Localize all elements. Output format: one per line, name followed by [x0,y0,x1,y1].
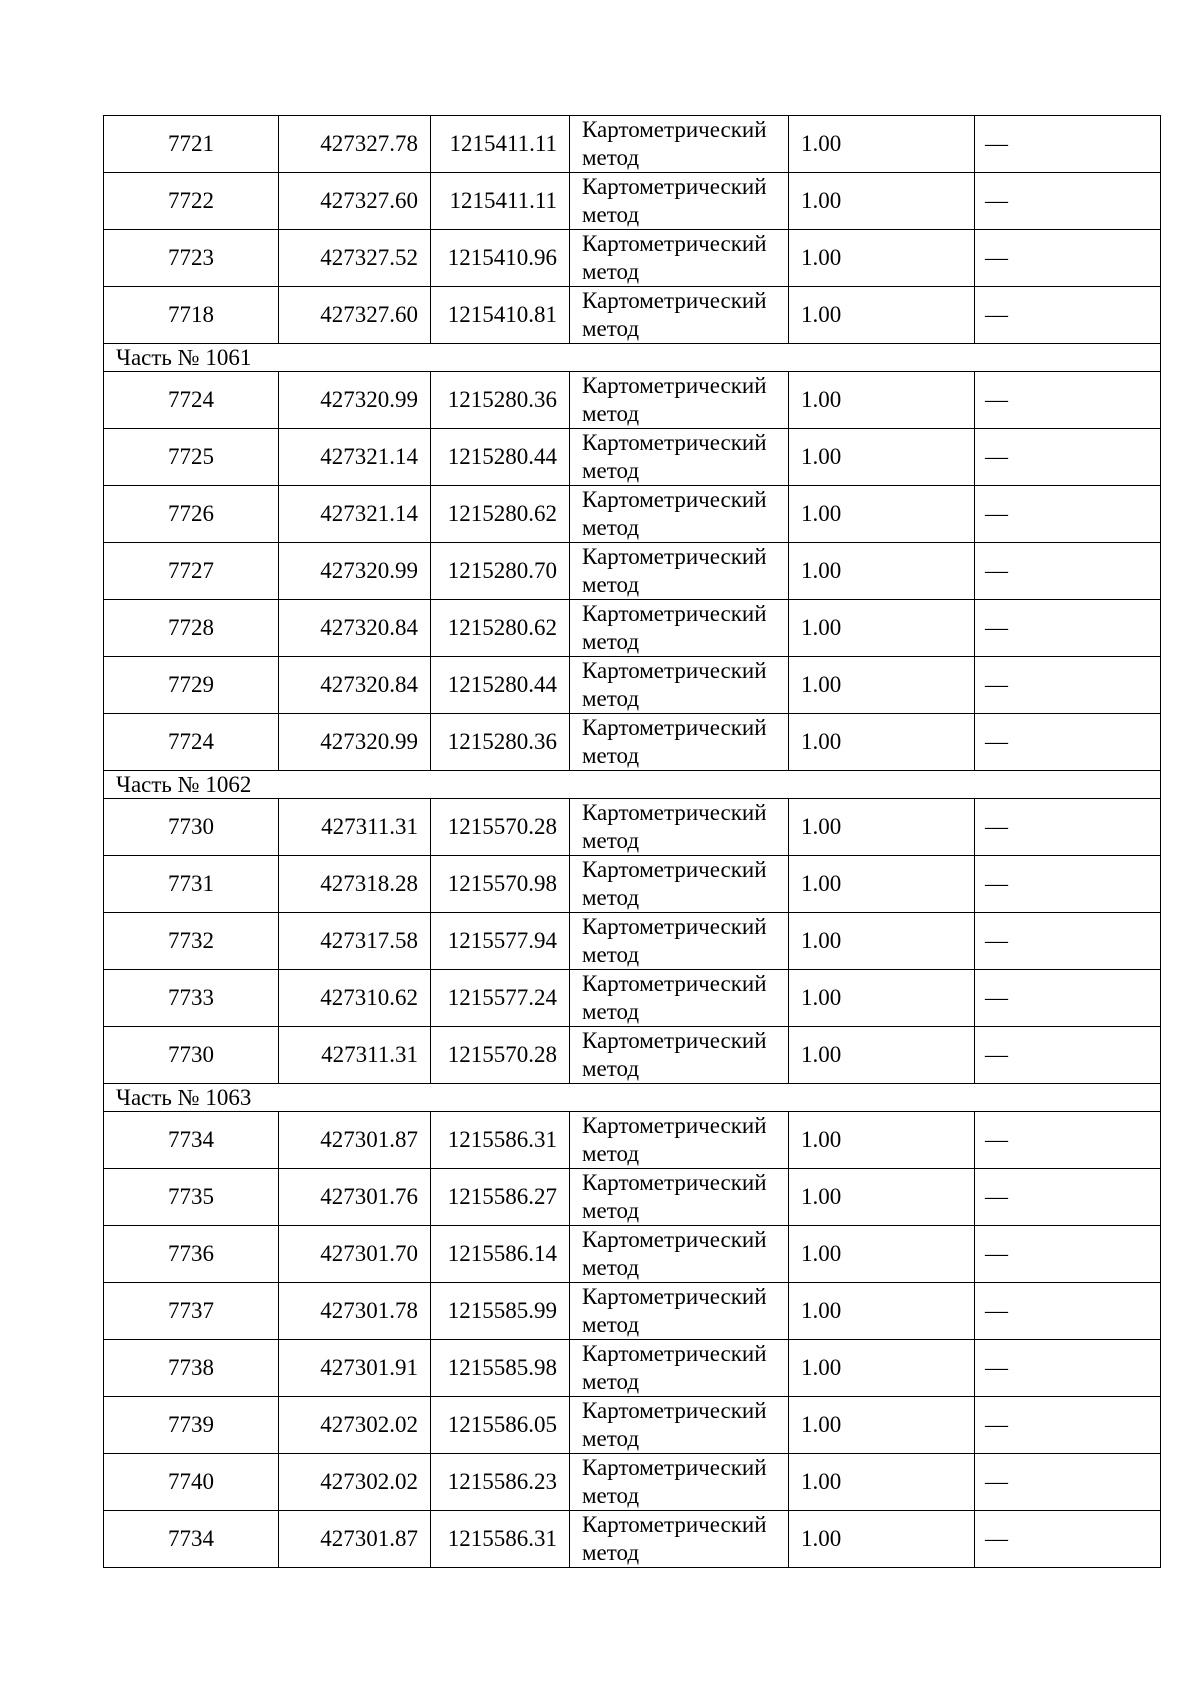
description-cell: — [975,230,1161,287]
point-number-cell: 7721 [104,116,279,173]
accuracy-cell: 1.00 [789,1027,975,1084]
point-number-cell: 7726 [104,486,279,543]
table-row [104,1169,1161,1226]
y-coordinate-cell: 1215586.05 [431,1397,570,1454]
description-cell: — [975,372,1161,429]
method-text-line: Картометрический [582,544,767,569]
part-header-row [104,1084,1161,1112]
method-text-line: Картометрический [582,1455,767,1480]
description-cell: — [975,1283,1161,1340]
table-row [104,1397,1161,1454]
description-cell: — [975,287,1161,344]
y-coordinate-cell: 1215585.98 [431,1340,570,1397]
table-row [104,1511,1161,1568]
x-coordinate-cell: 427321.14 [279,429,431,486]
description-cell: — [975,1027,1161,1084]
x-coordinate-cell: 427327.78 [279,116,431,173]
x-coordinate-cell: 427310.62 [279,970,431,1027]
y-coordinate-cell: 1215280.70 [431,543,570,600]
part-title: Часть № 1063 [104,1084,1161,1112]
x-coordinate-cell: 427317.58 [279,913,431,970]
point-number-cell: 7737 [104,1283,279,1340]
accuracy-cell: 1.00 [789,856,975,913]
accuracy-cell: 1.00 [789,486,975,543]
point-number-cell: 7723 [104,230,279,287]
accuracy-cell: 1.00 [789,714,975,771]
y-coordinate-cell: 1215410.96 [431,230,570,287]
method-text-line: Картометрический [582,1227,767,1252]
point-number-cell: 7722 [104,173,279,230]
y-coordinate-cell: 1215586.14 [431,1226,570,1283]
method-text-line: метод [582,515,640,540]
x-coordinate-cell: 427321.14 [279,486,431,543]
point-number-cell: 7736 [104,1226,279,1283]
method-text-line: Картометрический [582,1028,767,1053]
description-cell: — [975,1397,1161,1454]
method-cell [570,1112,789,1169]
y-coordinate-cell: 1215280.62 [431,600,570,657]
method-cell [570,856,789,913]
description-cell: — [975,116,1161,173]
part-header-row [104,771,1161,799]
method-text-line: Картометрический [582,800,767,825]
point-number-cell: 7734 [104,1112,279,1169]
y-coordinate-cell: 1215577.94 [431,913,570,970]
x-coordinate-cell: 427327.60 [279,173,431,230]
method-cell [570,1027,789,1084]
method-text-line: метод [582,1198,640,1223]
x-coordinate-cell: 427320.99 [279,543,431,600]
description-cell: — [975,1169,1161,1226]
table-row [104,913,1161,970]
y-coordinate-cell: 1215280.62 [431,486,570,543]
point-number-cell: 7730 [104,799,279,856]
method-cell [570,230,789,287]
method-text-line: Картометрический [582,658,767,683]
point-number-cell: 7725 [104,429,279,486]
method-cell [570,1454,789,1511]
description-cell: — [975,600,1161,657]
method-cell [570,1283,789,1340]
point-number-cell: 7735 [104,1169,279,1226]
point-number-cell: 7727 [104,543,279,600]
table-row [104,1340,1161,1397]
table-body [104,116,1161,1568]
method-cell [570,657,789,714]
point-number-cell: 7729 [104,657,279,714]
y-coordinate-cell: 1215411.11 [431,173,570,230]
table-row [104,856,1161,913]
description-cell: — [975,970,1161,1027]
point-number-cell: 7732 [104,913,279,970]
method-cell [570,429,789,486]
method-text-line: Картометрический [582,288,767,313]
x-coordinate-cell: 427318.28 [279,856,431,913]
y-coordinate-cell: 1215570.28 [431,799,570,856]
x-coordinate-cell: 427301.91 [279,1340,431,1397]
method-cell [570,486,789,543]
table-row [104,116,1161,173]
point-number-cell: 7733 [104,970,279,1027]
method-text-line: метод [582,145,640,170]
method-text-line: Картометрический [582,715,767,740]
description-cell: — [975,1511,1161,1568]
x-coordinate-cell: 427320.99 [279,714,431,771]
point-number-cell: 7738 [104,1340,279,1397]
method-text-line: метод [582,202,640,227]
method-cell [570,799,789,856]
x-coordinate-cell: 427311.31 [279,799,431,856]
y-coordinate-cell: 1215280.44 [431,429,570,486]
table-row [104,600,1161,657]
method-text-line: Картометрический [582,487,767,512]
method-text-line: Картометрический [582,1512,767,1537]
method-cell [570,1511,789,1568]
table-row [104,970,1161,1027]
method-text-line: метод [582,828,640,853]
method-cell [570,173,789,230]
accuracy-cell: 1.00 [789,1112,975,1169]
point-number-cell: 7740 [104,1454,279,1511]
x-coordinate-cell: 427327.52 [279,230,431,287]
x-coordinate-cell: 427301.87 [279,1511,431,1568]
point-number-cell: 7739 [104,1397,279,1454]
table-row [104,429,1161,486]
x-coordinate-cell: 427301.76 [279,1169,431,1226]
accuracy-cell: 1.00 [789,287,975,344]
table-row [104,657,1161,714]
y-coordinate-cell: 1215577.24 [431,970,570,1027]
part-title: Часть № 1062 [104,771,1161,799]
table-row [104,230,1161,287]
method-text-line: метод [582,1141,640,1166]
part-header-row [104,344,1161,372]
method-cell [570,913,789,970]
method-text-line: Картометрический [582,231,767,256]
description-cell: — [975,714,1161,771]
accuracy-cell: 1.00 [789,116,975,173]
description-cell: — [975,1340,1161,1397]
method-text-line: Картометрический [582,117,767,142]
method-text-line: метод [582,686,640,711]
method-text-line: Картометрический [582,430,767,455]
accuracy-cell: 1.00 [789,543,975,600]
y-coordinate-cell: 1215280.36 [431,372,570,429]
method-text-line: Картометрический [582,601,767,626]
y-coordinate-cell: 1215280.36 [431,714,570,771]
table-row [104,372,1161,429]
y-coordinate-cell: 1215585.99 [431,1283,570,1340]
point-number-cell: 7724 [104,714,279,771]
y-coordinate-cell: 1215280.44 [431,657,570,714]
accuracy-cell: 1.00 [789,1511,975,1568]
method-cell [570,714,789,771]
x-coordinate-cell: 427301.78 [279,1283,431,1340]
method-cell [570,1226,789,1283]
method-text-line: метод [582,1540,640,1565]
method-text-line: метод [582,743,640,768]
accuracy-cell: 1.00 [789,1397,975,1454]
description-cell: — [975,913,1161,970]
x-coordinate-cell: 427320.84 [279,600,431,657]
method-text-line: Картометрический [582,857,767,882]
point-number-cell: 7724 [104,372,279,429]
method-text-line: метод [582,458,640,483]
y-coordinate-cell: 1215570.98 [431,856,570,913]
point-number-cell: 7718 [104,287,279,344]
method-text-line: Картометрический [582,1398,767,1423]
point-number-cell: 7734 [104,1511,279,1568]
table-row [104,173,1161,230]
method-text-line: Картометрический [582,1284,767,1309]
method-text-line: метод [582,942,640,967]
description-cell: — [975,1226,1161,1283]
method-text-line: Картометрический [582,1341,767,1366]
accuracy-cell: 1.00 [789,230,975,287]
y-coordinate-cell: 1215410.81 [431,287,570,344]
method-text-line: Картометрический [582,1113,767,1138]
x-coordinate-cell: 427302.02 [279,1397,431,1454]
method-cell [570,970,789,1027]
y-coordinate-cell: 1215586.31 [431,1112,570,1169]
accuracy-cell: 1.00 [789,173,975,230]
accuracy-cell: 1.00 [789,600,975,657]
table-row [104,287,1161,344]
description-cell: — [975,429,1161,486]
x-coordinate-cell: 427301.87 [279,1112,431,1169]
method-text-line: Картометрический [582,971,767,996]
method-text-line: метод [582,629,640,654]
accuracy-cell: 1.00 [789,1454,975,1511]
accuracy-cell: 1.00 [789,1340,975,1397]
description-cell: — [975,856,1161,913]
method-text-line: метод [582,316,640,341]
description-cell: — [975,1112,1161,1169]
table-row [104,1283,1161,1340]
coordinates-table [103,115,1161,1568]
method-cell [570,1340,789,1397]
part-title: Часть № 1061 [104,344,1161,372]
method-text-line: Картометрический [582,373,767,398]
table-row [104,1027,1161,1084]
method-text-line: метод [582,1056,640,1081]
method-text-line: метод [582,401,640,426]
method-text-line: метод [582,1426,640,1451]
method-cell [570,1397,789,1454]
table-row [104,799,1161,856]
x-coordinate-cell: 427327.60 [279,287,431,344]
table-row [104,1226,1161,1283]
point-number-cell: 7728 [104,600,279,657]
method-text-line: метод [582,259,640,284]
description-cell: — [975,486,1161,543]
accuracy-cell: 1.00 [789,970,975,1027]
method-text-line: Картометрический [582,174,767,199]
y-coordinate-cell: 1215586.31 [431,1511,570,1568]
method-text-line: метод [582,885,640,910]
accuracy-cell: 1.00 [789,913,975,970]
table-row [104,1112,1161,1169]
accuracy-cell: 1.00 [789,657,975,714]
table-row [104,543,1161,600]
method-text-line: метод [582,572,640,597]
table-row [104,486,1161,543]
method-cell [570,116,789,173]
x-coordinate-cell: 427301.70 [279,1226,431,1283]
x-coordinate-cell: 427320.99 [279,372,431,429]
y-coordinate-cell: 1215570.28 [431,1027,570,1084]
method-text-line: Картометрический [582,914,767,939]
method-text-line: Картометрический [582,1170,767,1195]
accuracy-cell: 1.00 [789,1169,975,1226]
method-cell [570,600,789,657]
description-cell: — [975,173,1161,230]
method-cell [570,543,789,600]
point-number-cell: 7731 [104,856,279,913]
accuracy-cell: 1.00 [789,1283,975,1340]
description-cell: — [975,799,1161,856]
y-coordinate-cell: 1215586.27 [431,1169,570,1226]
description-cell: — [975,543,1161,600]
accuracy-cell: 1.00 [789,429,975,486]
x-coordinate-cell: 427302.02 [279,1454,431,1511]
method-text-line: метод [582,1255,640,1280]
accuracy-cell: 1.00 [789,372,975,429]
accuracy-cell: 1.00 [789,799,975,856]
x-coordinate-cell: 427311.31 [279,1027,431,1084]
method-cell [570,372,789,429]
method-text-line: метод [582,999,640,1024]
method-text-line: метод [582,1369,640,1394]
description-cell: — [975,657,1161,714]
y-coordinate-cell: 1215586.23 [431,1454,570,1511]
x-coordinate-cell: 427320.84 [279,657,431,714]
method-cell [570,1169,789,1226]
method-cell [570,287,789,344]
accuracy-cell: 1.00 [789,1226,975,1283]
description-cell: — [975,1454,1161,1511]
point-number-cell: 7730 [104,1027,279,1084]
table-row [104,1454,1161,1511]
method-text-line: метод [582,1483,640,1508]
y-coordinate-cell: 1215411.11 [431,116,570,173]
method-text-line: метод [582,1312,640,1337]
table-row [104,714,1161,771]
